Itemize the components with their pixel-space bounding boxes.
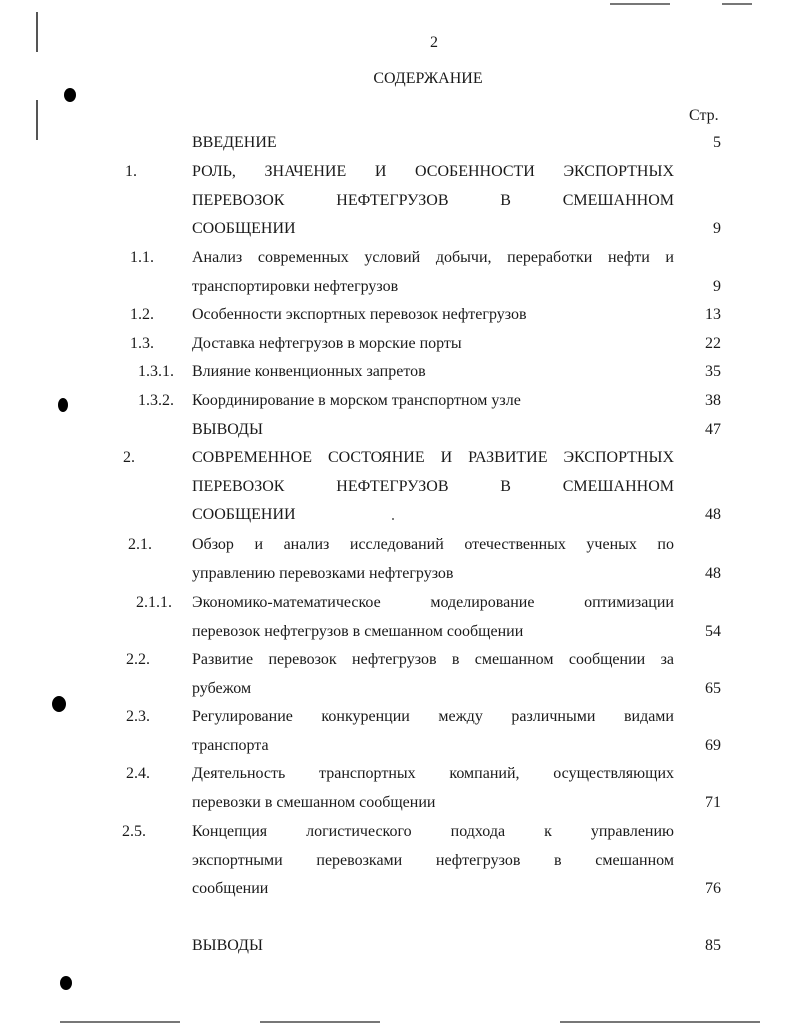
toc-entry-page: 69 [705,736,721,754]
toc-entry-number: 1. [125,163,137,180]
toc-entry-text: СОВРЕМЕННОЕ СОСТОЯНИЕ И РАЗВИТИЕ ЭКСПОРТНЫХ [192,449,674,466]
toc-entry-text: экспортными перевозками нефтегрузов в смешанном [192,851,674,869]
toc-entry-text: Концепция логистического подхода к управлению [192,823,674,840]
page-number: 2 [430,34,438,51]
scan-edge-line [610,3,670,5]
scan-edge-line [260,1021,380,1023]
toc-entry-text: транспортировки нефтегрузов [192,277,399,295]
toc-entry-page: 65 [705,679,721,697]
toc-entry-number: 2.5. [122,823,146,840]
toc-entry-page: 48 [705,506,721,524]
hole-punch-mark [60,976,72,990]
toc-entry-number: 1.3. [130,335,154,352]
toc-entry-page: 48 [705,564,721,582]
toc-entry-text: сообщении [192,880,269,898]
toc-entry-number: 1.1. [130,249,154,266]
toc-entry-text: РОЛЬ, ЗНАЧЕНИЕ И ОСОБЕННОСТИ ЭКСПОРТНЫХ [192,163,674,180]
toc-entry-text: Развитие перевозок нефтегрузов в смешанном сообщении за [192,651,674,668]
hole-punch-mark [64,88,76,102]
toc-entry-text: рубежом [192,679,252,697]
toc-entry-text: перевозки в смешанном сообщении [192,793,436,811]
toc-entry-text: Координирование в морском транспортном узле [192,392,521,409]
toc-entry-page: 76 [705,880,721,898]
toc-entry-page: 5 [713,134,721,151]
toc-entry-page: 13 [705,306,721,323]
scan-edge-line [722,3,752,5]
toc-entry-text: Регулирование конкуренции между различными видами [192,708,674,725]
toc-entry-text: управлению перевозками нефтегрузов [192,564,454,582]
toc-entry-text: Особенности экспортных перевозок нефтегрузов [192,306,527,323]
pages-column-label: Стр. [689,107,719,124]
toc-entry-text: перевозок нефтегрузов в смешанном сообщении [192,622,524,640]
toc-entry-page: 54 [705,622,721,640]
toc-entry-page: 9 [713,277,721,295]
toc-entry-text: ВЫВОДЫ [192,421,263,438]
toc-entry-page: 22 [705,335,721,352]
toc-entry-text: ВЫВОДЫ [192,937,263,954]
toc-entry-text: ПЕРЕВОЗОК НЕФТЕГРУЗОВ В СМЕШАННОМ [192,477,674,495]
scan-edge-line [36,100,38,140]
toc-entry-number: 2.2. [126,651,150,668]
scan-edge-line [560,1021,760,1023]
toc-entry-text: ВВЕДЕНИЕ [192,134,277,151]
toc-entry-text: СООБЩЕНИИ [192,220,296,238]
toc-entry-text: Влияние конвенционных запретов [192,363,426,380]
toc-entry-text: транспорта [192,736,269,754]
toc-entry-number: 2.1.1. [136,594,172,611]
toc-entry-text: ПЕРЕВОЗОК НЕФТЕГРУЗОВ В СМЕШАННОМ [192,191,674,209]
toc-entry-text: Деятельность транспортных компаний, осуществляющих [192,765,674,782]
hole-punch-mark [52,696,66,712]
toc-entry-text: Обзор и анализ исследований отечественных ученых по [192,536,674,553]
toc-entry-number: 1.2. [130,306,154,323]
toc-entry-text: Анализ современных условий добычи, переработки нефти и [192,249,674,266]
toc-entry-number: 2. [123,449,135,466]
toc-entry-text: Доставка нефтегрузов в морские порты [192,335,462,352]
toc-entry-page: 38 [705,392,721,409]
page-title: СОДЕРЖАНИЕ [373,70,483,87]
toc-entry-page: 35 [705,363,721,380]
toc-entry-number: 2.1. [128,536,152,553]
toc-entry-page: 71 [705,793,721,811]
toc-entry-text: СООБЩЕНИИ [192,506,296,524]
toc-entry-page: 9 [713,220,721,238]
toc-entry-text: Экономико-математическое моделирование оптимизации [192,594,674,611]
toc-entry-number: 2.3. [126,708,150,725]
toc-entry-number: 1.3.2. [138,392,174,409]
toc-entry-page: 85 [705,937,721,954]
toc-entry-number: 2.4. [126,765,150,782]
hole-punch-mark [58,398,68,412]
toc-entry-number: 1.3.1. [138,363,174,380]
toc-entry-page: 47 [705,421,721,438]
scan-edge-line [60,1021,180,1023]
